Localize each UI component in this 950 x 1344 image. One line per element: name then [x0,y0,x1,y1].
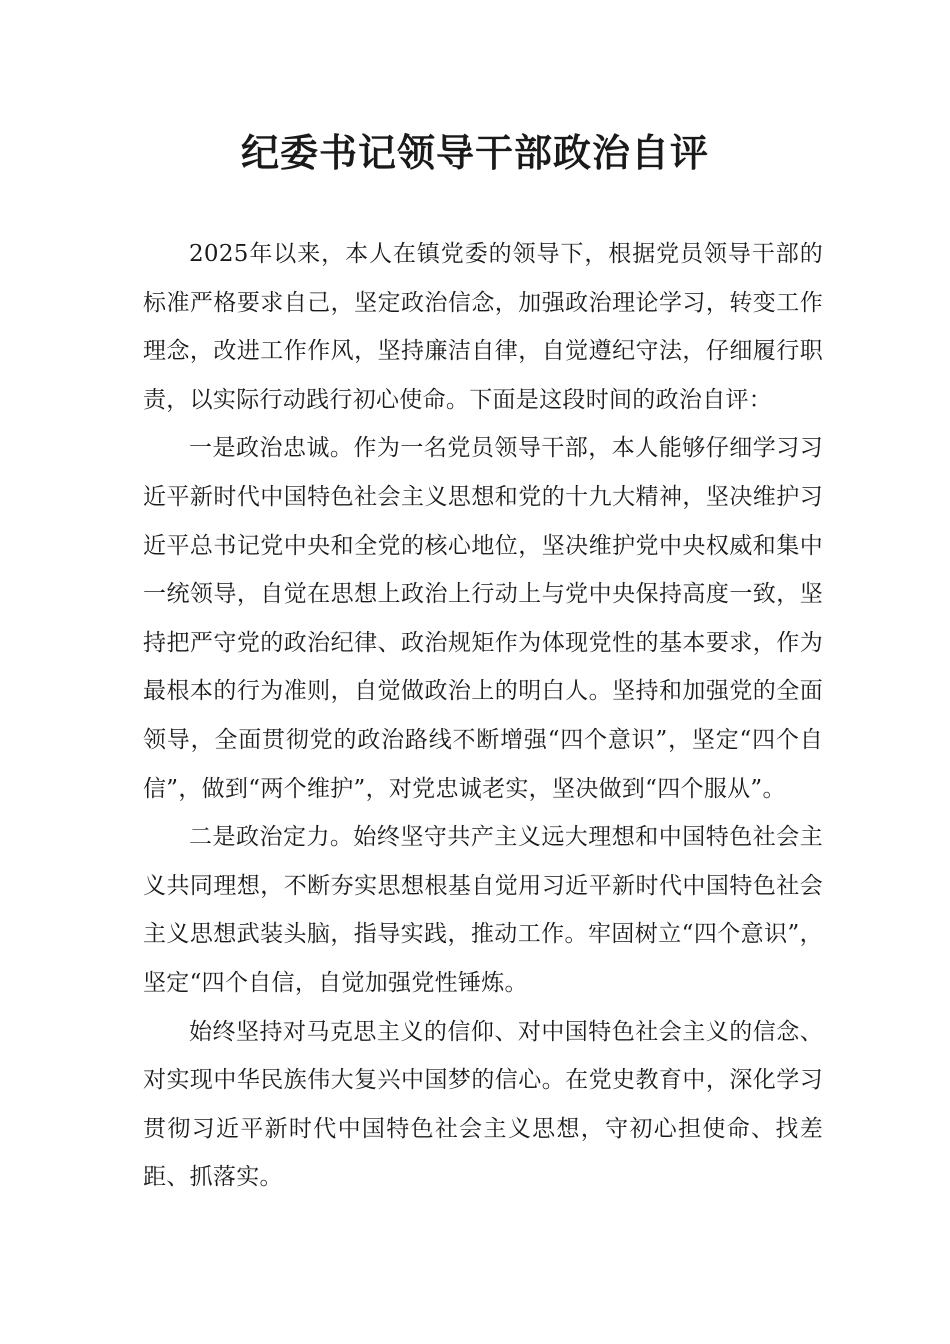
paragraph-faith: 始终坚持对马克思主义的信仰、对中国特色社会主义的信念、对实现中华民族伟大复兴中国梦的信心。在党史教育中，深化学习贯彻习近平新时代中国特色社会主义思想，守初心担使命、找差距、抓落实。 [143,1018,823,1191]
paragraph-intro: 2025年以来，本人在镇党委的领导下，根据党员领导干部的标准严格要求自己，坚定政治信念，加强政治理论学习，转变工作理念，改进工作作风，坚持廉洁自律，自觉遵纪守法，仔细履行职责，以实际行动践行初心使命。下面是这段时间的政治自评： [143,241,823,413]
paragraph-political-resolve: 二是政治定力。始终坚守共产主义远大理想和中国特色社会主义共同理想，不断夯实思想根基自觉用习近平新时代中国特色社会主义思想武装头脑，指导实践，推动工作。牢固树立“四个意识”，坚定“四个自信，自觉加强党性锤炼。 [143,824,823,996]
document-body [143,230,823,1202]
document-title: 纪委书记领导干部政治自评 [240,131,709,175]
paragraph-political-loyalty: 一是政治忠诚。作为一名党员领导干部，本人能够仔细学习习近平新时代中国特色社会主义思想和党的十九大精神，坚决维护习近平总书记党中央和全党的核心地位，坚决维护党中央权威和集中一统领导，自觉在思想上政治上行动上与党中央保持高度一致，坚持把严守党的政治纪律、政治规矩作为体现党性的基本要求，作为最根本的行为准则，自觉做政治上的明白人。坚持和加强党的全面领导，全面贯彻党的政治路线不断增强“四个意识”，坚定“四个自信”，做到“两个维护”，对党忠诚老实，坚决做到“四个服从”。 [143,435,823,802]
